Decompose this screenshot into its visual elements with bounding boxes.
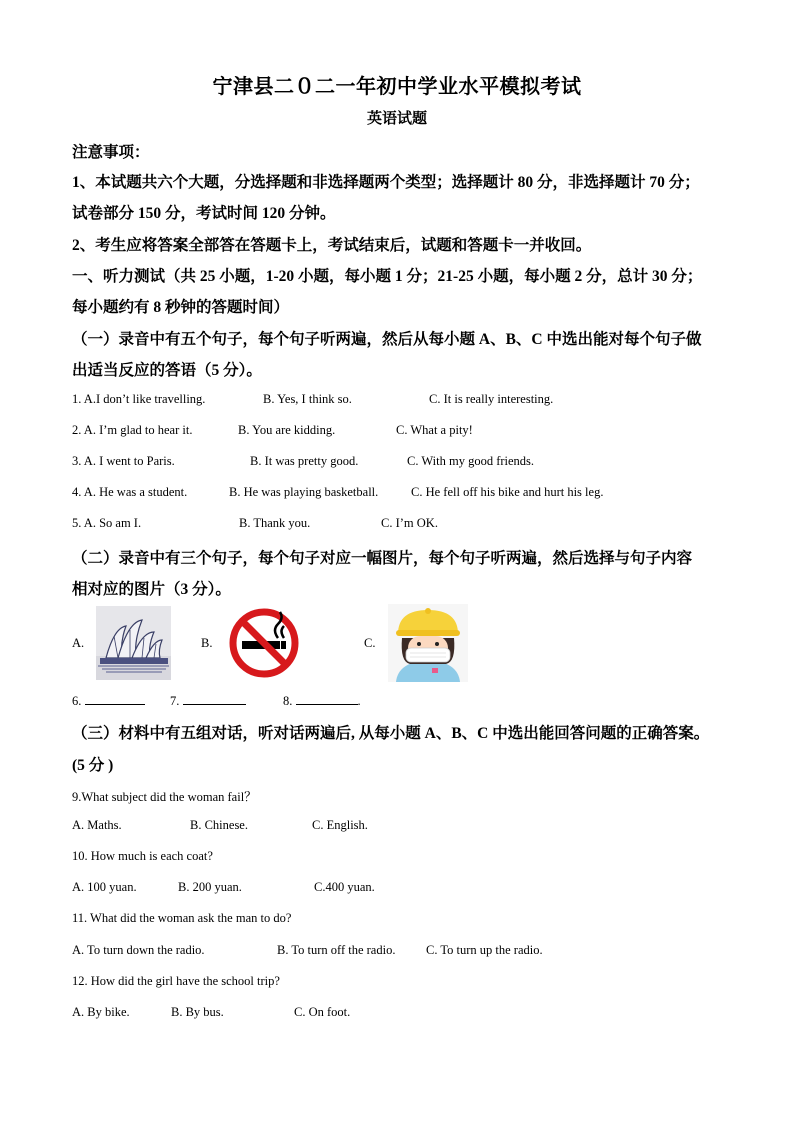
blank-7-line[interactable] [183,692,246,705]
no-smoking-picture [222,606,306,680]
masked-girl-picture [388,604,468,682]
q5-option-c: C. I’m OK. [381,516,438,530]
q5-option-a: 5. A. So am I. [72,516,142,530]
picture-label-c: C. [364,636,376,650]
notice-line-1b: 试卷部分 150 分，考试时间 120 分钟。 [72,205,336,222]
q12-option-c: C. On foot. [294,1005,351,1019]
q10-option-b: B. 200 yuan. [178,880,242,894]
part2-heading: （二）录音中有三个句子，每个句子对应一幅图片，每个句子听两遍，然后选择与句子内容 [72,550,693,567]
part1-heading: （一）录音中有五个句子，每个句子听两遍，然后从每小题 A、B、C 中选出能对每个句子做 [72,331,702,348]
blank-8-period: . [357,694,361,708]
q11-question: 11. What did the woman ask the man to do? [72,911,292,925]
blank-6-number: 6. [72,694,82,708]
q11-option-b: B. To turn off the radio. [277,943,396,957]
notice-line-1: 1、本试题共六个大题，分选择题和非选择题两个类型；选择题计 80 分，非选择题计 70 分； [72,174,700,191]
q1-option-b: B. Yes, I think so. [263,392,352,406]
q9-option-c: C. English. [312,818,368,832]
q11-option-c: C. To turn up the radio. [426,943,543,957]
part2-heading-2: 相对应的图片（3 分）。 [72,581,231,598]
q4-option-c: C. He fell off his bike and hurt his leg. [411,485,604,499]
q2-option-b: B. You are kidding. [238,423,336,437]
q10-question: 10. How much is each coat? [72,849,213,863]
q2-option-a: 2. A. I’m glad to hear it. [72,423,193,437]
picture-label-a: A. [72,636,85,650]
q1-option-c: C. It is really interesting. [429,392,554,406]
q2-option-c: C. What a pity! [396,423,473,437]
page-title: 宁津县二０二一年初中学业水平模拟考试 [212,76,582,98]
q10-option-c: C.400 yuan. [314,880,375,894]
q3-option-a: 3. A. I went to Paris. [72,454,175,468]
section1-heading-2: 每小题约有 8 秒钟的答题时间） [72,299,290,316]
q3-option-c: C. With my good friends. [407,454,535,468]
q5-option-b: B. Thank you. [239,516,311,530]
q10-option-a: A. 100 yuan. [72,880,137,894]
q12-option-b: B. By bus. [171,1005,224,1019]
q3-option-b: B. It was pretty good. [250,454,359,468]
blank-6 [72,692,145,709]
notice-line-2: 2、考生应将答案全部答在答题卡上，考试结束后，试题和答题卡一并收回。 [72,237,592,254]
section1-heading: 一、听力测试（共 25 小题，1-20 小题，每小题 1 分；21-25 小题，每小题 2 分，总计 30 分； [72,268,703,285]
part3-heading-2: (5 分 ) [72,757,114,774]
blank-8-number: 8. [283,694,293,708]
blank-7-number: 7. [170,694,180,708]
q12-question: 12. How did the girl have the school trip? [72,974,280,988]
opera-house-picture [96,606,171,680]
blank-6-line[interactable] [85,692,145,705]
q9-option-a: A. Maths. [72,818,122,832]
part1-heading-2: 出适当反应的答语（5 分）。 [72,362,262,379]
picture-label-b: B. [201,636,213,650]
page-subtitle: 英语试题 [366,111,427,127]
q4-option-a: 4. A. He was a student. [72,485,188,499]
q9-question: 9.What subject did the woman fail？ [72,790,257,804]
blank-7 [170,692,246,709]
blank-8-line[interactable] [296,692,358,705]
q9-option-b: B. Chinese. [190,818,248,832]
q1-option-a: 1. A.I don’t like travelling. [72,392,206,406]
notice-heading: 注意事项： [72,144,150,161]
part3-heading: （三）材料中有五组对话，听对话两遍后, 从每小题 A、B、C 中选出能回答问题的正确答案。 [72,725,710,742]
q11-option-a: A. To turn down the radio. [72,943,205,957]
blank-8 [283,692,361,709]
q12-option-a: A. By bike. [72,1005,130,1019]
q4-option-b: B. He was playing basketball. [229,485,379,499]
